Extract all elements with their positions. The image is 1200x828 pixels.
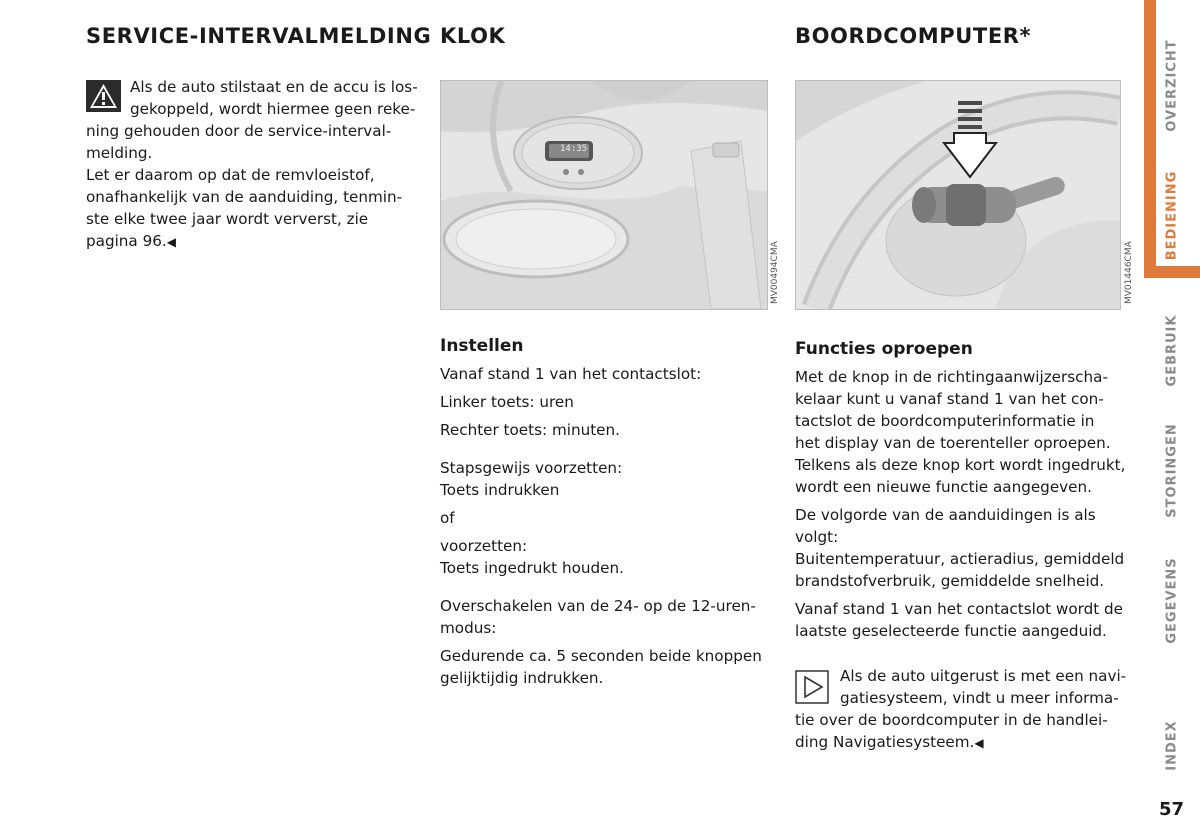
tab-gebruik[interactable]	[1144, 300, 1200, 400]
klok-line: Linker toets: uren	[440, 393, 574, 411]
note-arrow-icon	[795, 670, 829, 704]
bc-line: laatste geselecteerde functie aangeduid.	[795, 622, 1107, 640]
warning-line: melding.	[86, 144, 153, 162]
warning-line: Let er daarom op dat de remvloeistof,	[86, 166, 375, 184]
section-heading-klok: KLOK	[440, 24, 506, 48]
clock-figure	[440, 80, 768, 310]
klok-line: Toets indrukken	[440, 481, 560, 499]
end-mark-icon: ◀	[974, 736, 984, 750]
clock-illustration	[441, 81, 767, 309]
tab-gegevens-label: GEGEVENS	[1164, 556, 1180, 644]
klok-line: Gedurende ca. 5 seconden beide knoppen	[440, 647, 762, 665]
clock-display-text: 14:35	[560, 144, 588, 154]
tab-storingen[interactable]	[1144, 410, 1200, 530]
note-line: tie over de boordcomputer in de handlei-	[795, 711, 1108, 729]
tab-index[interactable]	[1144, 710, 1200, 780]
figure-code: MV00494CMA	[770, 241, 780, 304]
bc-line: het display van de toerenteller oproepen.	[795, 434, 1111, 452]
bc-line: brandstofverbruik, gemiddelde snelheid.	[795, 572, 1105, 590]
tab-gebruik-label: GEBRUIK	[1164, 314, 1180, 386]
section-heading-service: SERVICE-INTERVALMELDING	[86, 24, 432, 48]
klok-line: gelijktijdig indrukken.	[440, 669, 604, 687]
note-line	[795, 731, 1140, 754]
end-mark-icon: ◀	[166, 235, 176, 249]
tab-bediening[interactable]	[1144, 160, 1200, 270]
boordcomputer-text-block	[795, 366, 1140, 642]
note-line: gatiesysteem, vindt u meer informa-	[840, 689, 1119, 707]
note-line: Als de auto uitgerust is met een navi-	[840, 667, 1127, 685]
bc-line: De volgorde van de aanduidingen is als	[795, 506, 1096, 524]
figure-code: MV01446CMA	[1124, 241, 1134, 304]
klok-line: Stapsgewijs voorzetten:	[440, 459, 623, 477]
note-text-continued	[795, 709, 1140, 754]
bc-line: volgt:	[795, 528, 839, 546]
subheading-functies-oproepen: Functies oproepen	[795, 339, 973, 359]
warning-icon	[86, 80, 121, 112]
klok-text-block	[440, 363, 780, 689]
tab-overzicht[interactable]	[1144, 30, 1200, 140]
warning-line: ning gehouden door de service-interval-	[86, 122, 392, 140]
klok-line: Rechter toets: minuten.	[440, 421, 620, 439]
klok-line: Vanaf stand 1 van het contactslot:	[440, 365, 702, 383]
warning-line: gekoppeld, wordt hiermee geen reke-	[130, 100, 416, 118]
bc-line: kelaar kunt u vanaf stand 1 van het con-	[795, 390, 1104, 408]
klok-line: Overschakelen van de 24- op de 12-uren-	[440, 597, 756, 615]
bc-line: tactslot de boordcomputerinformatie in	[795, 412, 1095, 430]
tab-bediening-label: BEDIENING	[1164, 170, 1180, 260]
klok-line: of	[440, 509, 455, 527]
bc-line: Telkens als deze knop kort wordt ingedrukt,	[795, 456, 1126, 474]
klok-line: voorzetten:	[440, 537, 528, 555]
warning-line: ste elke twee jaar wordt ververst, zie	[86, 210, 369, 228]
klok-line: Toets ingedrukt houden.	[440, 559, 624, 577]
section-heading-boordcomputer: BOORDCOMPUTER*	[795, 24, 1032, 48]
note-line-last: ding Navigatiesysteem.	[795, 733, 975, 751]
bc-line: wordt een nieuwe functie aangegeven.	[795, 478, 1092, 496]
boordcomputer-figure	[795, 80, 1121, 310]
stalk-illustration	[796, 81, 1120, 309]
warning-text-block	[130, 76, 430, 120]
page-number: 57	[1158, 799, 1184, 820]
warning-line-last: pagina 96.	[86, 232, 167, 250]
klok-line: modus:	[440, 619, 497, 637]
tab-gegevens[interactable]	[1144, 545, 1200, 655]
tab-overzicht-label: OVERZICHT	[1164, 38, 1180, 132]
warning-line: onafhankelijk van de aanduiding, tenmin-	[86, 188, 403, 206]
note-text-block	[840, 665, 1140, 709]
warning-line	[86, 230, 431, 253]
bc-line: Met de knop in de richtingaanwijzerscha-	[795, 368, 1108, 386]
warning-line: Als de auto stilstaat en de accu is los-	[130, 78, 418, 96]
tab-index-label: INDEX	[1164, 719, 1180, 771]
tab-storingen-label: STORINGEN	[1164, 422, 1180, 518]
subheading-instellen: Instellen	[440, 336, 524, 356]
bc-line: Buitentemperatuur, actieradius, gemiddeld	[795, 550, 1125, 568]
warning-text-continued	[86, 120, 431, 253]
bc-line: Vanaf stand 1 van het contactslot wordt de	[795, 600, 1124, 618]
